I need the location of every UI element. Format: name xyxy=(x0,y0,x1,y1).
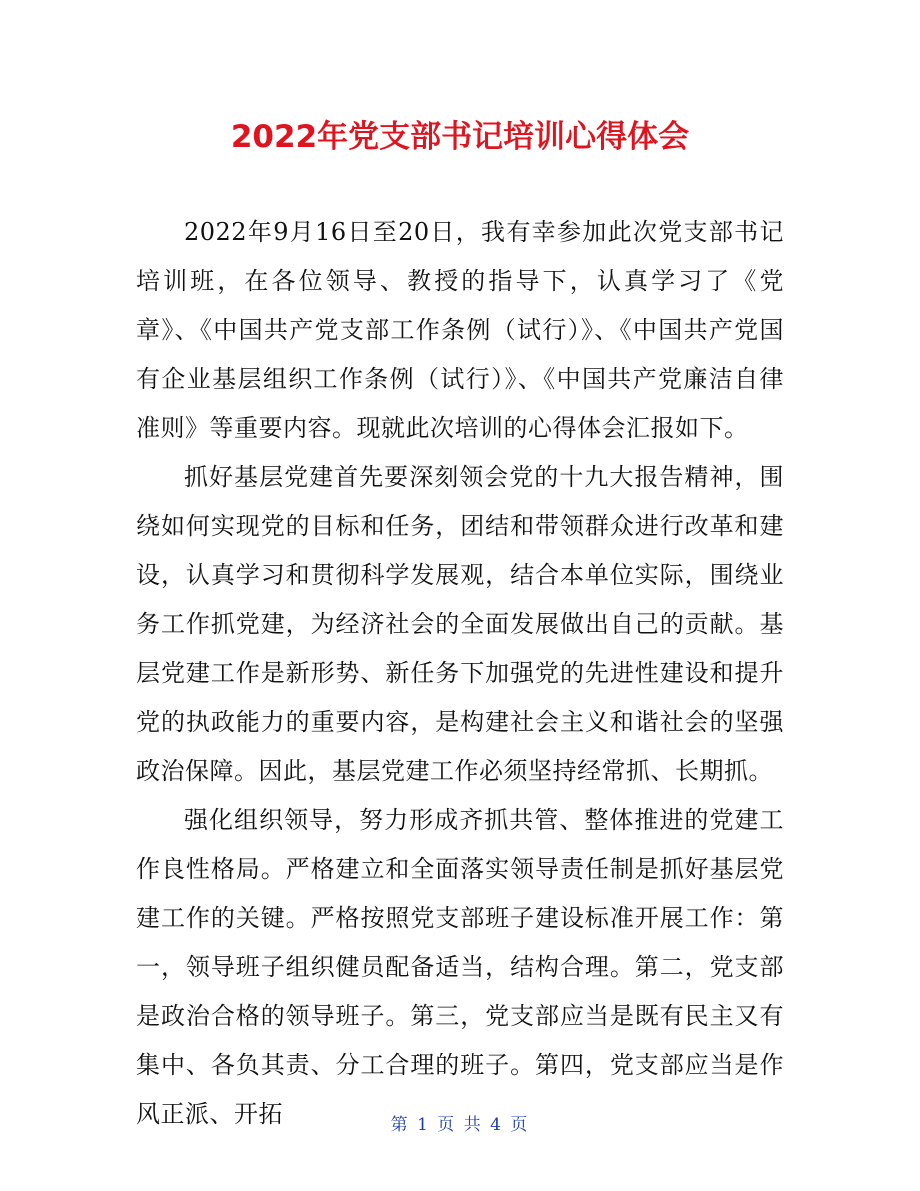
paragraph-2: 抓好基层党建首先要深刻领会党的十九大报告精神，围绕如何实现党的目标和任务，团结和带领群众进行改革和建设，认真学习和贯彻科学发展观，结合本单位实际，围绕业务工作抓党建，为经济社会的全面发展做出自己的贡献。基层党建工作是新形势、新任务下加强党的先进性建设和提升党的执政能力的重要内容，是构建社会主义和谐社会的坚强政治保障。因此，基层党建工作必须坚持经常抓、长期抓。 xyxy=(136,463,784,785)
document-body xyxy=(136,208,784,1139)
document-title: 2022年党支部书记培训心得体会 xyxy=(230,119,690,155)
paragraph-3: 强化组织领导，努力形成齐抓共管、整体推进的党建工作良性格局。严格建立和全面落实领导责任制是抓好基层党建工作的关键。严格按照党支部班子建设标准开展工作：第一，领导班子组织健员配备适当，结构合理。第二，党支部是政治合格的领导班子。第三，党支部应当是既有民主又有集中、各负其责、分工合理的班子。第四，党支部应当是作风正派、开拓 xyxy=(136,806,784,1128)
paragraph-1: 2022年9月16日至20日，我有幸参加此次党支部书记培训班，在各位领导、教授的指导下，认真学习了《党章》、《中国共产党支部工作条例（试行）》、《中国共产党国有企业基层组织工作条例（试行）》、《中国共产党廉洁自律准则》等重要内容。现就此次培训的心得体会汇报如下。 xyxy=(136,218,784,442)
page-number-footer: 第 1 页 共 4 页 xyxy=(390,1115,530,1135)
